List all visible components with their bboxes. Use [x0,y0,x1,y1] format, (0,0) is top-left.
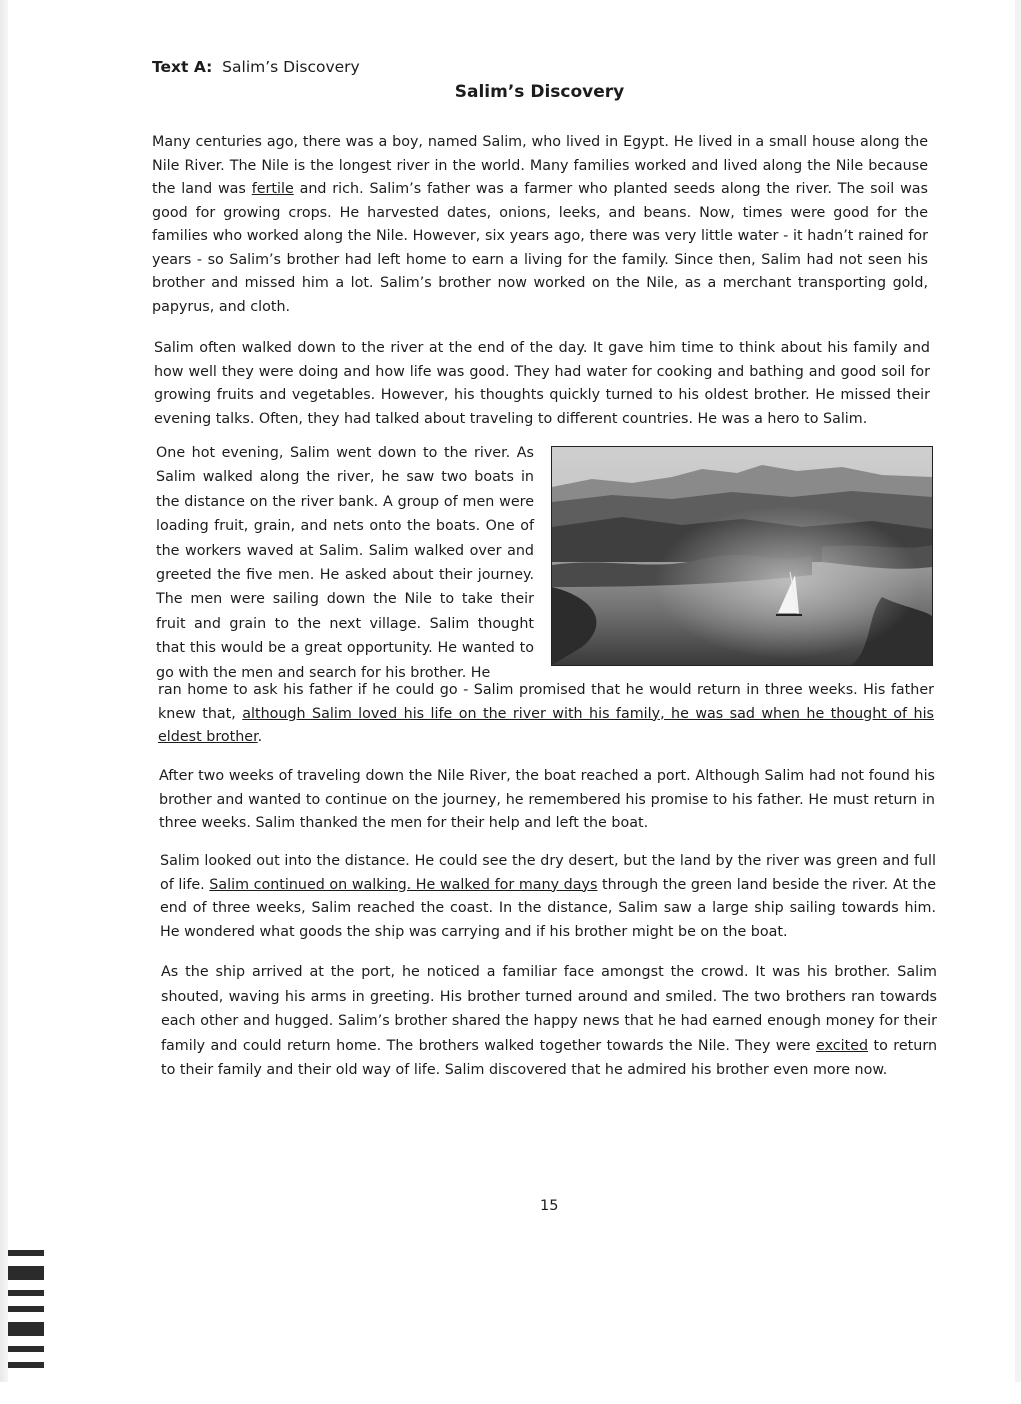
word-fertile-underlined: fertile [251,181,294,197]
page-number: 15 [540,1198,559,1214]
paragraph-5-start: Salim looked out into the distance. He could see the dry desert, but the land by the river was green and full of life. [160,853,936,893]
paragraph-5-rest: through the green land beside the river. At the end of three weeks, Salim reached the coast. In the distance, Salim saw a large ship sailing towards him. He wondered what goods the ship was carrying and if his brother might be on the boat. [160,876,937,940]
underlined-phrase: Salim continued on walking. He walked for many days [209,876,598,893]
scan-edge-right [1015,0,1021,1404]
nile-sailboat-photo [551,446,933,666]
page-title: Salim’s Discovery [454,82,625,102]
paragraph-6-rest: to return to their family and their old way of life. Salim discovered that he admired his brother even more now. [161,1037,938,1078]
paragraph-6 [161,960,937,1083]
paragraph-5 [160,850,936,944]
paragraph-1 [152,131,928,319]
word-excited-underlined: excited [816,1037,869,1054]
nile-photo-image [552,447,932,665]
paragraph-4: After two weeks of traveling down the Nile River, the boat reached a port. Although Salim had not found his brother and wanted to continue on the journey, he remembered his promise to his father. He must return in three weeks. Salim thanked the men for their help and left the boat. [159,768,935,831]
paragraph-1-start: Many centuries ago, there was a boy, named Salim, who lived in Egypt. He lived in a small house along the Nile River. The Nile is the longest river in the world. Many families worked and lived along the Nile because the land was [152,134,928,197]
paragraph-3-end: . [257,729,263,745]
paragraph-3-left-column: One hot evening, Salim went down to the river. As Salim walked along the river, he saw two boats in the distance on the river bank. A group of men were loading fruit, grain, and nets onto the boats. One of the workers waved at Salim. Salim walked over and greeted the five men. He asked about their journey. The men were sailing down the Nile to take their fruit and grain to the next village. Salim thought that this would be a great opportunity. He wanted to go with the men and search for his brother. He [156,445,534,681]
binder-marks [8,1250,44,1385]
paragraph-2: Salim often walked down to the river at the end of the day. It gave him time to think about his family and how well they were doing and how life was good. They had water for cooking and bathing and good soil for growing fruits and vegetables. However, his thoughts quickly turned to his oldest brother. He missed their evening talks. Often, they had talked about traveling to different countries. He was a hero to Salim. [154,340,930,427]
text-label-prefix: Text A: [152,58,213,76]
scan-edge-left [0,0,8,1404]
text-label [152,58,360,76]
paragraph-3-continued [158,679,934,750]
text-label-title: Salim’s Discovery [222,58,360,76]
scan-bottom-margin [0,1382,1021,1404]
paragraph-1-rest: and rich. Salim’s father was a farmer who planted seeds along the river. The soil was good for growing crops. He harvested dates, onions, leeks, and beans. Now, times were good for the families who worked along the Nile. However, six years ago, there was very little water - it hadn’t rained for years - so Salim’s brother had left home to earn a living for the family. Since then, Salim had not seen his brother and missed him a lot. Salim’s brother now worked on the Nile, as a merchant transporting gold, papyrus, and cloth. [152,181,928,315]
paragraph-6-start: As the ship arrived at the port, he noticed a familiar face amongst the crowd. It was his brother. Salim shouted, waving his arms in greeting. His brother turned around and smiled. The two brothers ran towards each other and hugged. Salim’s brother shared the happy news that he had earned enough money for their family and could return home. The brothers walked together towards the Nile. They were [161,964,937,1054]
underlined-sentence: although Salim loved his life on the river with his family, he was sad when he thought of his eldest brother [158,705,934,745]
paragraph-3-bottom-start: ran home to ask his father if he could go - Salim promised that he would return in three weeks. His father knew that, [158,682,934,722]
